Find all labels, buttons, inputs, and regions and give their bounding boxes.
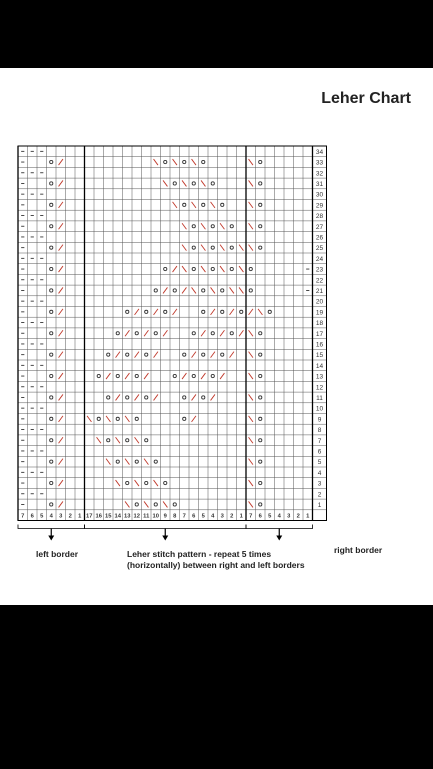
- column-number: 12: [133, 513, 140, 520]
- ssk-symbol: [106, 416, 110, 422]
- ssk-symbol: [249, 394, 253, 400]
- down-arrow-icon: [162, 536, 168, 541]
- yarn-over-symbol: [50, 396, 53, 399]
- down-arrow-icon: [276, 536, 282, 541]
- k2tog-symbol: [59, 330, 63, 336]
- ssk-symbol: [249, 245, 253, 251]
- chart-title: Leher Chart: [321, 90, 411, 107]
- column-number: 4: [211, 513, 215, 520]
- column-number: 6: [258, 513, 262, 520]
- yarn-over-symbol: [164, 310, 167, 313]
- row-number: 32: [315, 170, 324, 178]
- yarn-over-symbol: [107, 396, 110, 399]
- yarn-over-symbol: [116, 460, 119, 463]
- column-number: 7: [249, 513, 253, 520]
- ssk-symbol: [220, 266, 224, 272]
- row-number: 12: [315, 384, 324, 392]
- ssk-symbol: [249, 373, 253, 379]
- yarn-over-symbol: [259, 396, 262, 399]
- k2tog-symbol: [211, 394, 215, 400]
- row-number: 26: [315, 234, 324, 242]
- knitting-chart: [0, 68, 433, 605]
- k2tog-symbol: [239, 330, 243, 336]
- yarn-over-symbol: [192, 374, 195, 377]
- yarn-over-symbol: [154, 503, 157, 506]
- ssk-symbol: [249, 416, 253, 422]
- ssk-symbol: [239, 266, 243, 272]
- row-number: 3: [317, 480, 322, 488]
- yarn-over-symbol: [183, 203, 186, 206]
- yarn-over-symbol: [240, 310, 243, 313]
- k2tog-symbol: [154, 352, 158, 358]
- pattern-caption: Leher stitch pattern - repeat 5 times (horizontally) between right and left borders: [127, 549, 305, 570]
- yarn-over-symbol: [145, 439, 148, 442]
- yarn-over-symbol: [145, 396, 148, 399]
- k2tog-symbol: [163, 330, 167, 336]
- yarn-over-symbol: [259, 332, 262, 335]
- yarn-over-symbol: [135, 503, 138, 506]
- row-number: 25: [315, 245, 324, 253]
- k2tog-symbol: [59, 459, 63, 465]
- row-number: 18: [315, 320, 324, 328]
- yarn-over-symbol: [50, 481, 53, 484]
- yarn-over-symbol: [259, 481, 262, 484]
- ssk-symbol: [249, 223, 253, 229]
- k2tog-symbol: [59, 245, 63, 251]
- ssk-symbol: [182, 266, 186, 272]
- left-border-caption: left border: [36, 549, 79, 559]
- ssk-symbol: [154, 480, 158, 486]
- chart-sheet: [0, 68, 433, 605]
- yarn-over-symbol: [50, 332, 53, 335]
- yarn-over-symbol: [192, 246, 195, 249]
- yarn-over-symbol: [221, 203, 224, 206]
- yarn-over-symbol: [230, 246, 233, 249]
- ssk-symbol: [163, 501, 167, 507]
- yarn-over-symbol: [173, 182, 176, 185]
- column-number: 6: [192, 513, 196, 520]
- yarn-over-symbol: [50, 203, 53, 206]
- yarn-over-symbol: [221, 310, 224, 313]
- yarn-over-symbol: [164, 160, 167, 163]
- yarn-over-symbol: [268, 310, 271, 313]
- column-number: 16: [95, 513, 102, 520]
- yarn-over-symbol: [173, 374, 176, 377]
- k2tog-symbol: [154, 309, 158, 315]
- row-number: 1: [317, 501, 322, 509]
- yarn-over-symbol: [145, 481, 148, 484]
- ssk-symbol: [249, 202, 253, 208]
- row-number: 7: [317, 437, 322, 445]
- left-border-bracket: [18, 525, 85, 529]
- ssk-symbol: [211, 202, 215, 208]
- k2tog-symbol: [173, 266, 177, 272]
- ssk-symbol: [135, 480, 139, 486]
- yarn-over-symbol: [50, 246, 53, 249]
- yarn-over-symbol: [230, 332, 233, 335]
- yarn-over-symbol: [50, 417, 53, 420]
- column-number: 1: [306, 513, 310, 520]
- k2tog-symbol: [135, 394, 139, 400]
- column-number: 13: [124, 513, 131, 520]
- ssk-symbol: [249, 501, 253, 507]
- yarn-over-symbol: [259, 374, 262, 377]
- yarn-over-symbol: [202, 310, 205, 313]
- yarn-over-symbol: [249, 267, 252, 270]
- yarn-over-symbol: [50, 374, 53, 377]
- k2tog-symbol: [211, 352, 215, 358]
- k2tog-symbol: [192, 352, 196, 358]
- row-number: 9: [317, 416, 322, 424]
- k2tog-symbol: [106, 373, 110, 379]
- k2tog-symbol: [220, 373, 224, 379]
- k2tog-symbol: [192, 416, 196, 422]
- k2tog-symbol: [59, 180, 63, 186]
- k2tog-symbol: [201, 373, 205, 379]
- yarn-over-symbol: [116, 374, 119, 377]
- yarn-over-symbol: [183, 396, 186, 399]
- yarn-over-symbol: [164, 267, 167, 270]
- yarn-over-symbol: [116, 332, 119, 335]
- k2tog-symbol: [230, 309, 234, 315]
- ssk-symbol: [144, 459, 148, 465]
- k2tog-symbol: [163, 287, 167, 293]
- row-number: 4: [317, 469, 322, 477]
- yarn-over-symbol: [192, 267, 195, 270]
- row-number: 21: [315, 287, 324, 295]
- k2tog-symbol: [125, 373, 129, 379]
- column-number: 11: [143, 513, 150, 520]
- pattern-bracket: [85, 525, 247, 529]
- row-number: 33: [315, 159, 324, 167]
- ssk-symbol: [192, 159, 196, 165]
- k2tog-symbol: [59, 287, 63, 293]
- yarn-over-symbol: [192, 332, 195, 335]
- k2tog-symbol: [230, 352, 234, 358]
- ssk-symbol: [182, 223, 186, 229]
- k2tog-symbol: [220, 330, 224, 336]
- ssk-symbol: [249, 180, 253, 186]
- ssk-symbol: [182, 245, 186, 251]
- column-number: 1: [78, 513, 82, 520]
- column-number: 15: [105, 513, 112, 520]
- k2tog-symbol: [192, 394, 196, 400]
- ssk-symbol: [173, 159, 177, 165]
- k2tog-symbol: [59, 394, 63, 400]
- ssk-symbol: [173, 202, 177, 208]
- yarn-over-symbol: [50, 310, 53, 313]
- row-number: 17: [315, 330, 324, 338]
- yarn-over-symbol: [145, 310, 148, 313]
- row-number: 6: [317, 448, 322, 456]
- yarn-over-symbol: [211, 374, 214, 377]
- ssk-symbol: [249, 159, 253, 165]
- k2tog-symbol: [154, 394, 158, 400]
- yarn-over-symbol: [107, 439, 110, 442]
- yarn-over-symbol: [164, 481, 167, 484]
- ssk-symbol: [154, 159, 158, 165]
- ssk-symbol: [258, 309, 262, 315]
- yarn-over-symbol: [183, 417, 186, 420]
- row-number: 20: [315, 298, 324, 306]
- column-number: 5: [40, 513, 44, 520]
- yarn-over-symbol: [50, 439, 53, 442]
- yarn-over-symbol: [259, 503, 262, 506]
- row-number: 28: [315, 213, 324, 221]
- ssk-symbol: [192, 287, 196, 293]
- k2tog-symbol: [135, 309, 139, 315]
- yarn-over-symbol: [230, 267, 233, 270]
- yarn-over-symbol: [259, 225, 262, 228]
- column-number: 9: [163, 513, 167, 520]
- yarn-over-symbol: [97, 374, 100, 377]
- ssk-symbol: [220, 245, 224, 251]
- k2tog-symbol: [249, 309, 253, 315]
- k2tog-symbol: [125, 330, 129, 336]
- yarn-over-symbol: [50, 160, 53, 163]
- row-number: 14: [315, 362, 324, 370]
- yarn-over-symbol: [259, 203, 262, 206]
- yarn-over-symbol: [230, 225, 233, 228]
- yarn-over-symbol: [50, 225, 53, 228]
- ssk-symbol: [87, 416, 91, 422]
- row-number: 29: [315, 202, 324, 210]
- ssk-symbol: [135, 437, 139, 443]
- k2tog-symbol: [59, 202, 63, 208]
- column-number: 4: [49, 513, 53, 520]
- ssk-symbol: [106, 459, 110, 465]
- ssk-symbol: [211, 287, 215, 293]
- column-number: 3: [59, 513, 63, 520]
- ssk-symbol: [249, 459, 253, 465]
- row-number: 19: [315, 309, 324, 317]
- yarn-over-symbol: [50, 353, 53, 356]
- yarn-over-symbol: [97, 417, 100, 420]
- column-number: 2: [68, 513, 72, 520]
- column-number: 7: [21, 513, 25, 520]
- down-arrow-icon: [48, 536, 54, 541]
- ssk-symbol: [201, 266, 205, 272]
- yarn-over-symbol: [192, 182, 195, 185]
- k2tog-symbol: [116, 394, 120, 400]
- k2tog-symbol: [144, 330, 148, 336]
- yarn-over-symbol: [126, 353, 129, 356]
- row-number: 34: [315, 148, 324, 156]
- yarn-over-symbol: [50, 267, 53, 270]
- k2tog-symbol: [59, 437, 63, 443]
- row-number: 8: [317, 427, 322, 435]
- column-number: 3: [220, 513, 224, 520]
- row-number: 10: [315, 405, 324, 413]
- row-number: 30: [315, 191, 324, 199]
- row-number: 5: [317, 459, 322, 467]
- ssk-symbol: [249, 480, 253, 486]
- yarn-over-symbol: [126, 439, 129, 442]
- yarn-over-symbol: [50, 503, 53, 506]
- yarn-over-symbol: [126, 396, 129, 399]
- ssk-symbol: [125, 501, 129, 507]
- ssk-symbol: [125, 459, 129, 465]
- row-number: 22: [315, 277, 324, 285]
- k2tog-symbol: [144, 373, 148, 379]
- ssk-symbol: [201, 245, 205, 251]
- ssk-symbol: [230, 287, 234, 293]
- yarn-over-symbol: [202, 289, 205, 292]
- yarn-over-symbol: [202, 396, 205, 399]
- k2tog-symbol: [173, 309, 177, 315]
- yarn-over-symbol: [135, 374, 138, 377]
- yarn-over-symbol: [126, 310, 129, 313]
- row-number: 2: [317, 491, 322, 499]
- k2tog-symbol: [182, 373, 186, 379]
- yarn-over-symbol: [126, 481, 129, 484]
- k2tog-symbol: [201, 330, 205, 336]
- column-number: 4: [277, 513, 281, 520]
- row-number: 11: [316, 394, 323, 402]
- k2tog-symbol: [59, 223, 63, 229]
- yarn-over-symbol: [50, 460, 53, 463]
- ssk-symbol: [239, 245, 243, 251]
- column-number: 5: [268, 513, 272, 520]
- yarn-over-symbol: [50, 289, 53, 292]
- ssk-symbol: [201, 180, 205, 186]
- yarn-over-symbol: [154, 332, 157, 335]
- k2tog-symbol: [59, 266, 63, 272]
- yarn-over-symbol: [211, 332, 214, 335]
- ssk-symbol: [249, 330, 253, 336]
- yarn-over-symbol: [221, 289, 224, 292]
- yarn-over-symbol: [50, 182, 53, 185]
- ssk-symbol: [116, 437, 120, 443]
- k2tog-symbol: [59, 480, 63, 486]
- yarn-over-symbol: [259, 182, 262, 185]
- k2tog-symbol: [59, 501, 63, 507]
- ssk-symbol: [97, 437, 101, 443]
- yarn-over-symbol: [154, 289, 157, 292]
- row-number: 13: [315, 373, 324, 381]
- row-number: 24: [315, 255, 324, 263]
- yarn-over-symbol: [202, 353, 205, 356]
- yarn-over-symbol: [211, 182, 214, 185]
- column-number: 1: [239, 513, 243, 520]
- ssk-symbol: [182, 180, 186, 186]
- ssk-symbol: [116, 480, 120, 486]
- row-number: 27: [315, 223, 324, 231]
- k2tog-symbol: [59, 373, 63, 379]
- yarn-over-symbol: [202, 160, 205, 163]
- k2tog-symbol: [59, 159, 63, 165]
- k2tog-symbol: [59, 416, 63, 422]
- row-number: 15: [315, 352, 324, 360]
- ssk-symbol: [239, 287, 243, 293]
- k2tog-symbol: [135, 352, 139, 358]
- k2tog-symbol: [116, 352, 120, 358]
- yarn-over-symbol: [259, 353, 262, 356]
- ssk-symbol: [125, 416, 129, 422]
- yarn-over-symbol: [173, 503, 176, 506]
- ssk-symbol: [220, 223, 224, 229]
- k2tog-symbol: [59, 309, 63, 315]
- column-number: 2: [230, 513, 234, 520]
- yarn-over-symbol: [116, 417, 119, 420]
- column-number: 6: [30, 513, 34, 520]
- row-number: 31: [315, 180, 324, 188]
- ssk-symbol: [249, 437, 253, 443]
- column-number: 5: [201, 513, 205, 520]
- ssk-symbol: [163, 180, 167, 186]
- right-border-caption: right border: [334, 545, 383, 555]
- yarn-over-symbol: [135, 332, 138, 335]
- column-number: 2: [296, 513, 300, 520]
- k2tog-symbol: [59, 352, 63, 358]
- yarn-over-symbol: [259, 246, 262, 249]
- yarn-over-symbol: [259, 460, 262, 463]
- column-number: 7: [182, 513, 186, 520]
- yarn-over-symbol: [211, 267, 214, 270]
- yarn-over-symbol: [202, 203, 205, 206]
- column-number: 17: [86, 513, 93, 520]
- ssk-symbol: [144, 501, 148, 507]
- yarn-over-symbol: [192, 225, 195, 228]
- k2tog-symbol: [211, 309, 215, 315]
- right-border-bracket: [246, 525, 313, 529]
- column-number: 3: [287, 513, 291, 520]
- yarn-over-symbol: [183, 353, 186, 356]
- k2tog-symbol: [182, 287, 186, 293]
- yarn-over-symbol: [221, 353, 224, 356]
- yarn-over-symbol: [259, 439, 262, 442]
- ssk-symbol: [249, 352, 253, 358]
- yarn-over-symbol: [154, 460, 157, 463]
- yarn-over-symbol: [145, 353, 148, 356]
- ssk-symbol: [192, 202, 196, 208]
- row-number: 16: [315, 341, 324, 349]
- yarn-over-symbol: [135, 460, 138, 463]
- column-number: 8: [173, 513, 177, 520]
- row-number: 23: [315, 266, 324, 274]
- ssk-symbol: [201, 223, 205, 229]
- yarn-over-symbol: [249, 289, 252, 292]
- yarn-over-symbol: [183, 160, 186, 163]
- column-number: 10: [152, 513, 159, 520]
- yarn-over-symbol: [107, 353, 110, 356]
- yarn-over-symbol: [211, 225, 214, 228]
- yarn-over-symbol: [211, 246, 214, 249]
- yarn-over-symbol: [259, 160, 262, 163]
- yarn-over-symbol: [259, 417, 262, 420]
- yarn-over-symbol: [173, 289, 176, 292]
- column-number: 14: [114, 513, 121, 520]
- yarn-over-symbol: [135, 417, 138, 420]
